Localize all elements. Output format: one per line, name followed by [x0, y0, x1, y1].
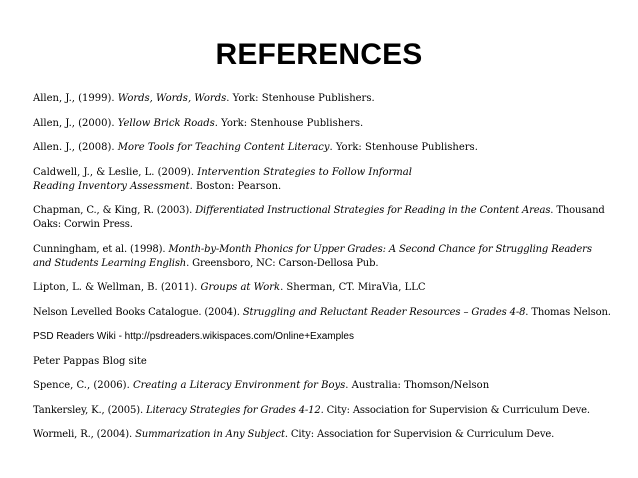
reference-title: More Tools for Teaching Content Literacy	[117, 142, 330, 153]
reference-publisher: . Greensboro, NC: Carson-Dellosa Pub.	[186, 257, 379, 269]
reference-item	[33, 243, 613, 271]
reference-publisher: . Thousand Oaks: Corwin Press.	[33, 205, 605, 230]
reference-item	[33, 306, 613, 320]
reference-authors: Nelson Levelled Books Catalogue. (2004).	[33, 306, 243, 318]
reference-authors: Cunningham, et al. (1998).	[33, 243, 169, 255]
reference-item	[33, 117, 613, 131]
reference-title: Creating a Literacy Environment for Boys	[132, 380, 346, 391]
reference-authors: Lipton, L. & Wellman, B. (2011).	[33, 282, 201, 293]
reference-authors: Spence, C., (2006).	[33, 380, 133, 391]
reference-authors: Wormeli, R., (2004).	[33, 429, 136, 440]
reference-item	[33, 166, 613, 194]
reference-publisher: . Thomas Nelson.	[525, 306, 611, 318]
reference-item	[33, 428, 613, 442]
reference-authors: Chapman, C., & King, R. (2003).	[33, 205, 196, 216]
reference-title: Words, Words, Words	[117, 93, 227, 104]
reference-authors: Allen. J., (2008).	[33, 142, 118, 153]
reference-item	[33, 379, 613, 393]
reference-title: Differentiated Instructional Strategies for Reading in the Content Areas	[195, 205, 551, 216]
reference-item	[33, 404, 613, 418]
reference-title: Intervention Strategies to Follow Informal	[197, 166, 412, 178]
reference-authors: Caldwell, J., & Leslie, L. (2009).	[33, 166, 198, 178]
reference-item	[33, 204, 613, 232]
reference-publisher: . City: Association for Supervision & Curriculum Deve.	[320, 404, 590, 416]
reference-publisher: . Sherman, CT. MiraVia, LLC	[280, 282, 426, 293]
reference-title: Yellow Brick Roads	[117, 117, 215, 129]
reference-item	[33, 92, 613, 106]
reference-title: Literacy Strategies for Grades 4-12	[146, 404, 321, 416]
reference-title-continued: Reading Inventory Assessment	[33, 180, 190, 192]
reference-item-wiki: PSD Readers Wiki - http://psdreaders.wikispaces.com/Online+Examples	[33, 331, 354, 342]
reference-title: Groups at Work	[200, 282, 281, 293]
reference-authors: Tankersley, K., (2005).	[33, 404, 146, 416]
reference-item	[33, 281, 613, 295]
reference-title: Month-by-Month Phonics for Upper Grades: A Second Chance for Struggling Readers and Students Learning English	[33, 243, 592, 269]
reference-authors: Allen, J., (1999).	[33, 93, 118, 104]
reference-publisher: . City: Association for Supervision & Curriculum Deve.	[284, 429, 555, 440]
reference-item-blog: Peter Pappas Blog site	[33, 355, 147, 367]
reference-publisher: . York: Stenhouse Publishers.	[214, 117, 364, 129]
reference-list	[33, 92, 613, 453]
reference-publisher: . York: Stenhouse Publishers.	[329, 142, 478, 153]
reference-title: Struggling and Reluctant Reader Resources – Grades 4-8	[242, 306, 526, 318]
reference-item	[33, 141, 613, 155]
page-title: REFERENCES	[215, 38, 423, 71]
reference-title: Summarization in Any Subject	[135, 429, 285, 440]
reference-publisher: . Boston: Pearson.	[189, 180, 282, 192]
reference-authors: Allen, J., (2000).	[33, 117, 118, 129]
reference-publisher: . Australia: Thomson/Nelson	[345, 380, 490, 391]
reference-publisher: . York: Stenhouse Publishers.	[226, 93, 375, 104]
